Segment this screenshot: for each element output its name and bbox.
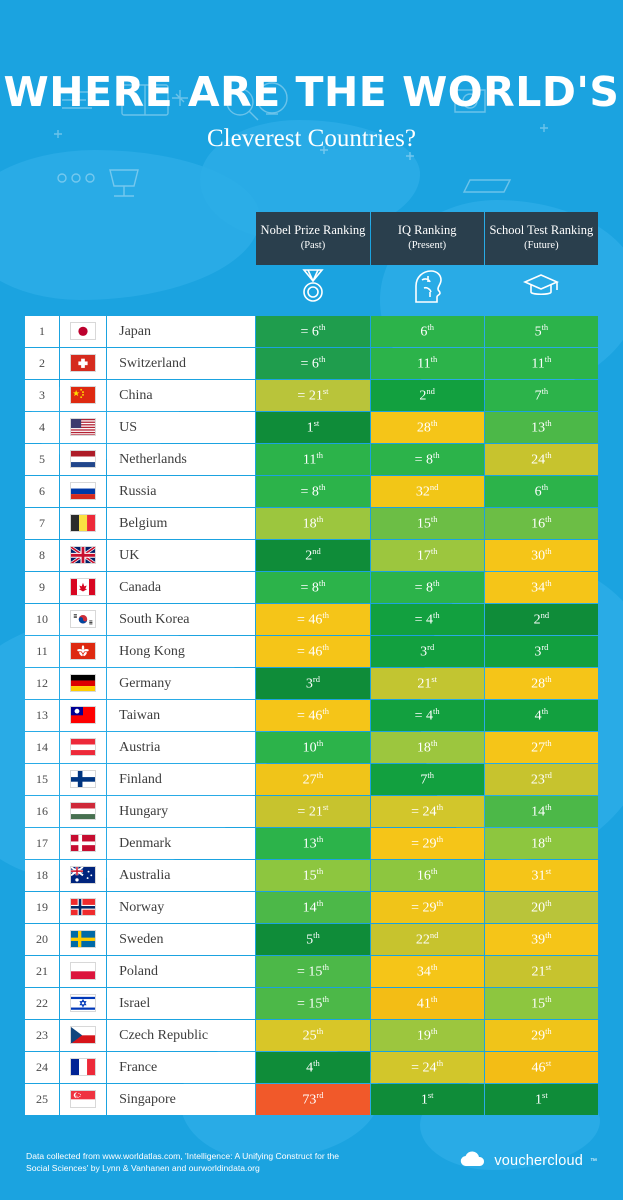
- row-country: Czech Republic: [107, 1020, 255, 1051]
- cell-nobel: = 46th: [256, 604, 369, 635]
- cell-school: 46st: [485, 1052, 598, 1083]
- row-country: Russia: [107, 476, 255, 507]
- cell-iq: = 8th: [371, 572, 484, 603]
- flag-au: [60, 860, 106, 891]
- header-country: [107, 212, 255, 265]
- row-rank: 15: [25, 764, 59, 795]
- flag-icon: [70, 866, 96, 884]
- cell-iq: 21st: [371, 668, 484, 699]
- cell-nobel: = 15th: [256, 988, 369, 1019]
- cell-school: 13th: [485, 412, 598, 443]
- row-rank: 17: [25, 828, 59, 859]
- row-country: Netherlands: [107, 444, 255, 475]
- cell-school: 20th: [485, 892, 598, 923]
- table-row: [25, 828, 598, 859]
- cell-nobel: = 8th: [256, 476, 369, 507]
- cell-iq: 28th: [371, 412, 484, 443]
- row-country: Finland: [107, 764, 255, 795]
- flag-pl: [60, 956, 106, 987]
- cell-iq: 3rd: [371, 636, 484, 667]
- cell-nobel: 3rd: [256, 668, 369, 699]
- cell-nobel: 1st: [256, 412, 369, 443]
- flag-sg: [60, 1084, 106, 1115]
- row-rank: 1: [25, 316, 59, 347]
- flag-tw: [60, 700, 106, 731]
- flag-at: [60, 732, 106, 763]
- cell-school: 31st: [485, 860, 598, 891]
- table-row: [25, 508, 598, 539]
- cell-iq: 11th: [371, 348, 484, 379]
- flag-gb: [60, 540, 106, 571]
- row-rank: 13: [25, 700, 59, 731]
- row-country: Australia: [107, 860, 255, 891]
- flag-nl: [60, 444, 106, 475]
- cell-school: 27th: [485, 732, 598, 763]
- flag-icon: [70, 930, 96, 948]
- header-nobel-sub: (Past): [300, 239, 326, 251]
- row-rank: 4: [25, 412, 59, 443]
- row-rank: 23: [25, 1020, 59, 1051]
- header-school: [485, 212, 598, 265]
- flag-ru: [60, 476, 106, 507]
- row-country: US: [107, 412, 255, 443]
- row-country: South Korea: [107, 604, 255, 635]
- flag-ch: [60, 348, 106, 379]
- flag-icon: [70, 994, 96, 1012]
- row-rank: 18: [25, 860, 59, 891]
- row-country: China: [107, 380, 255, 411]
- cell-nobel: = 46th: [256, 636, 369, 667]
- flag-fr: [60, 1052, 106, 1083]
- row-country: Sweden: [107, 924, 255, 955]
- row-rank: 9: [25, 572, 59, 603]
- row-rank: 5: [25, 444, 59, 475]
- row-country: Denmark: [107, 828, 255, 859]
- header-iq: [371, 212, 484, 265]
- cell-nobel: 2nd: [256, 540, 369, 571]
- cell-nobel: 73rd: [256, 1084, 369, 1115]
- rankings-table: [24, 211, 599, 1116]
- row-rank: 20: [25, 924, 59, 955]
- row-country: Japan: [107, 316, 255, 347]
- cell-school: 7th: [485, 380, 598, 411]
- table-row: [25, 1052, 598, 1083]
- row-rank: 12: [25, 668, 59, 699]
- row-rank: 10: [25, 604, 59, 635]
- row-rank: 19: [25, 892, 59, 923]
- header-nobel: [256, 212, 369, 265]
- cell-nobel: 10th: [256, 732, 369, 763]
- flag-no: [60, 892, 106, 923]
- cell-iq: = 8th: [371, 444, 484, 475]
- cell-nobel: 5th: [256, 924, 369, 955]
- table-row: [25, 732, 598, 763]
- brand-trademark: ™: [590, 1157, 597, 1165]
- table-row: [25, 540, 598, 571]
- table-row: [25, 700, 598, 731]
- table-row: [25, 892, 598, 923]
- header-iq-label: IQ Ranking: [397, 223, 457, 237]
- cell-iq: 6th: [371, 316, 484, 347]
- flag-fi: [60, 764, 106, 795]
- cell-iq: 7th: [371, 764, 484, 795]
- row-country: UK: [107, 540, 255, 571]
- row-country: Singapore: [107, 1084, 255, 1115]
- cell-nobel: 18th: [256, 508, 369, 539]
- cell-iq: = 4th: [371, 604, 484, 635]
- cell-iq: 22nd: [371, 924, 484, 955]
- cell-iq: 34th: [371, 956, 484, 987]
- cell-school: 39th: [485, 924, 598, 955]
- flag-icon: [70, 642, 96, 660]
- cell-iq: 15th: [371, 508, 484, 539]
- cell-school: 11th: [485, 348, 598, 379]
- row-country: Israel: [107, 988, 255, 1019]
- cell-nobel: 25th: [256, 1020, 369, 1051]
- row-rank: 24: [25, 1052, 59, 1083]
- flag-de: [60, 668, 106, 699]
- brand-name: vouchercloud: [494, 1153, 583, 1169]
- header-rank: [25, 212, 59, 265]
- page-title: WHERE ARE THE WORLD'S: [3, 68, 620, 116]
- row-rank: 8: [25, 540, 59, 571]
- table-row: [25, 412, 598, 443]
- table-row: [25, 636, 598, 667]
- flag-cn: [60, 380, 106, 411]
- flag-icon: [70, 386, 96, 404]
- row-country: Poland: [107, 956, 255, 987]
- table-row: [25, 796, 598, 827]
- cell-school: 14th: [485, 796, 598, 827]
- cell-nobel: = 21st: [256, 796, 369, 827]
- flag-icon: [70, 610, 96, 628]
- header-iq-sub: (Present): [408, 239, 447, 251]
- row-country: Norway: [107, 892, 255, 923]
- cell-school: 29th: [485, 1020, 598, 1051]
- cell-school: 24th: [485, 444, 598, 475]
- flag-icon: [70, 1026, 96, 1044]
- graduation-cap-icon: [485, 266, 598, 315]
- cell-iq: = 4th: [371, 700, 484, 731]
- row-rank: 21: [25, 956, 59, 987]
- header-school-label: School Test Ranking: [489, 223, 594, 237]
- flag-jp: [60, 316, 106, 347]
- table-row: [25, 572, 598, 603]
- table-body: [25, 316, 598, 1115]
- flag-icon: [70, 578, 96, 596]
- cell-iq: = 29th: [371, 828, 484, 859]
- cell-iq: 18th: [371, 732, 484, 763]
- row-rank: 11: [25, 636, 59, 667]
- flag-icon: [70, 674, 96, 692]
- cell-nobel: = 6th: [256, 316, 369, 347]
- cell-nobel: 15th: [256, 860, 369, 891]
- flag-icon: [70, 802, 96, 820]
- medal-icon: [256, 266, 369, 315]
- cell-school: 5th: [485, 316, 598, 347]
- cell-iq: 32nd: [371, 476, 484, 507]
- cell-school: 18th: [485, 828, 598, 859]
- cell-school: 6th: [485, 476, 598, 507]
- flag-icon: [70, 738, 96, 756]
- table-row: [25, 956, 598, 987]
- cloud-icon: [457, 1150, 487, 1172]
- table-row: [25, 860, 598, 891]
- cell-school: 2nd: [485, 604, 598, 635]
- row-country: Switzerland: [107, 348, 255, 379]
- flag-icon: [70, 706, 96, 724]
- row-country: Taiwan: [107, 700, 255, 731]
- cell-nobel: 4th: [256, 1052, 369, 1083]
- row-rank: 3: [25, 380, 59, 411]
- row-country: Austria: [107, 732, 255, 763]
- table-row: [25, 604, 598, 635]
- cell-iq: 17th: [371, 540, 484, 571]
- row-rank: 7: [25, 508, 59, 539]
- page-header: [0, 0, 623, 153]
- flag-be: [60, 508, 106, 539]
- row-country: Germany: [107, 668, 255, 699]
- table-row: [25, 924, 598, 955]
- cell-school: 3rd: [485, 636, 598, 667]
- flag-icon: [70, 482, 96, 500]
- header-school-sub: (Future): [524, 239, 559, 251]
- row-country: Belgium: [107, 508, 255, 539]
- flag-icon: [70, 514, 96, 532]
- cell-nobel: 27th: [256, 764, 369, 795]
- table-row: [25, 348, 598, 379]
- flag-hk: [60, 636, 106, 667]
- table-row: [25, 988, 598, 1019]
- cell-school: 15th: [485, 988, 598, 1019]
- flag-se: [60, 924, 106, 955]
- cell-nobel: = 15th: [256, 956, 369, 987]
- table-row: [25, 668, 598, 699]
- table-row: [25, 444, 598, 475]
- flag-icon: [70, 834, 96, 852]
- cell-nobel: = 46th: [256, 700, 369, 731]
- cell-school: 28th: [485, 668, 598, 699]
- flag-icon: [70, 354, 96, 372]
- page-footer: [0, 1138, 623, 1200]
- cell-school: 16th: [485, 508, 598, 539]
- flag-kr: [60, 604, 106, 635]
- cell-iq: 19th: [371, 1020, 484, 1051]
- row-rank: 16: [25, 796, 59, 827]
- flag-il: [60, 988, 106, 1019]
- data-credit: Data collected from www.worldatlas.com, 'Intelligence: A Unifying Construct for the Social Sciences' by Lynn & Vanhanen and ourworldindata.org: [26, 1151, 340, 1174]
- cell-school: 1st: [485, 1084, 598, 1115]
- head-brain-icon: [371, 266, 484, 315]
- cell-nobel: = 6th: [256, 348, 369, 379]
- cell-nobel: 11th: [256, 444, 369, 475]
- row-country: Hong Kong: [107, 636, 255, 667]
- cell-nobel: 13th: [256, 828, 369, 859]
- table-row: [25, 764, 598, 795]
- flag-icon: [70, 962, 96, 980]
- flag-icon: [70, 450, 96, 468]
- cell-school: 21st: [485, 956, 598, 987]
- cell-iq: = 29th: [371, 892, 484, 923]
- table-row: [25, 1020, 598, 1051]
- table-row: [25, 380, 598, 411]
- row-country: Canada: [107, 572, 255, 603]
- table-row: [25, 476, 598, 507]
- rankings-table-wrapper: [24, 211, 599, 1116]
- flag-icon: [70, 1090, 96, 1108]
- cell-school: 4th: [485, 700, 598, 731]
- cell-iq: 1st: [371, 1084, 484, 1115]
- cell-nobel: 14th: [256, 892, 369, 923]
- cell-school: 23rd: [485, 764, 598, 795]
- row-rank: 14: [25, 732, 59, 763]
- flag-icon: [70, 418, 96, 436]
- icon-spacer: [25, 266, 255, 315]
- row-rank: 6: [25, 476, 59, 507]
- header-flag: [60, 212, 106, 265]
- row-country: France: [107, 1052, 255, 1083]
- brand-logo: [457, 1150, 597, 1172]
- row-country: Hungary: [107, 796, 255, 827]
- cell-iq: 16th: [371, 860, 484, 891]
- cell-iq: = 24th: [371, 1052, 484, 1083]
- flag-us: [60, 412, 106, 443]
- table-row: [25, 316, 598, 347]
- table-header-row: [25, 212, 598, 265]
- cell-nobel: = 21st: [256, 380, 369, 411]
- cell-nobel: = 8th: [256, 572, 369, 603]
- flag-hu: [60, 796, 106, 827]
- cell-school: 34th: [485, 572, 598, 603]
- flag-icon: [70, 1058, 96, 1076]
- flag-icon: [70, 898, 96, 916]
- flag-icon: [70, 546, 96, 564]
- column-icons-row: [25, 266, 598, 315]
- cell-iq: = 24th: [371, 796, 484, 827]
- row-rank: 22: [25, 988, 59, 1019]
- flag-cz: [60, 1020, 106, 1051]
- flag-icon: [70, 322, 96, 340]
- row-rank: 2: [25, 348, 59, 379]
- header-nobel-label: Nobel Prize Ranking: [260, 223, 366, 237]
- flag-ca: [60, 572, 106, 603]
- cell-school: 30th: [485, 540, 598, 571]
- row-rank: 25: [25, 1084, 59, 1115]
- cell-iq: 2nd: [371, 380, 484, 411]
- cell-iq: 41th: [371, 988, 484, 1019]
- table-row: [25, 1084, 598, 1115]
- flag-icon: [70, 770, 96, 788]
- flag-dk: [60, 828, 106, 859]
- page-subtitle: Cleverest Countries?: [207, 125, 416, 152]
